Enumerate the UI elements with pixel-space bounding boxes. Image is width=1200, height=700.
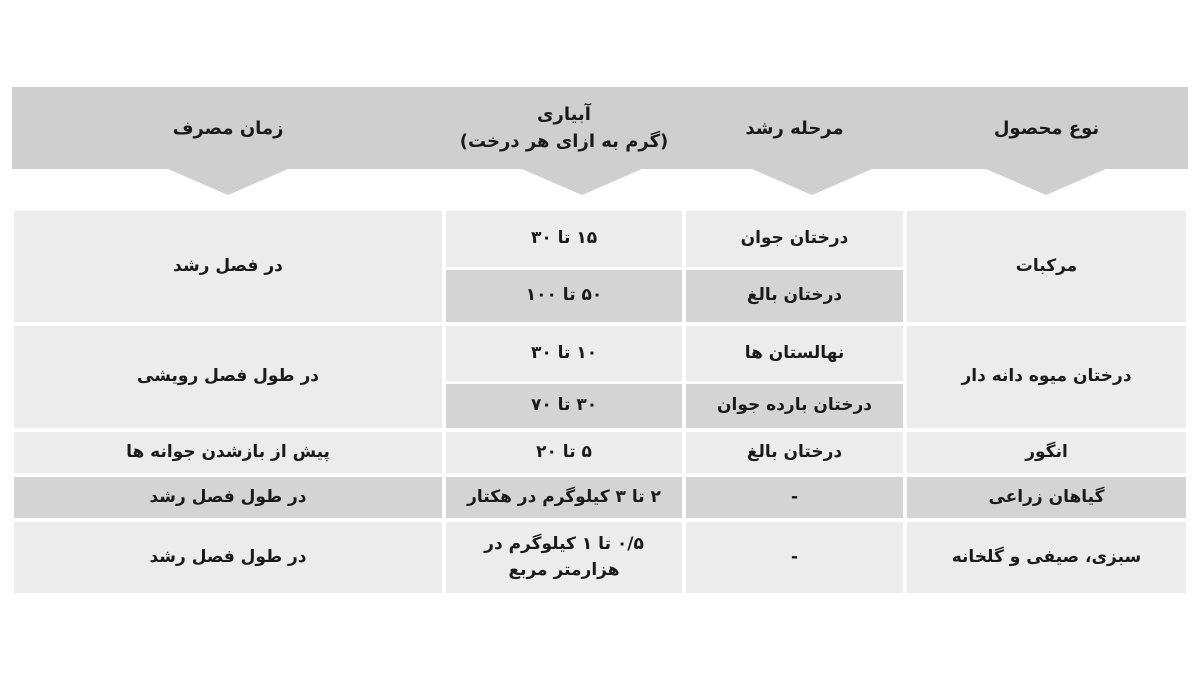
irrigation-grape: ۵ تا ۲۰ [446, 432, 682, 473]
stage-grape: درختان بالغ [686, 432, 903, 473]
irrigation-veg: ۰/۵ تا ۱ کیلوگرم در هزارمتر مربع [446, 522, 682, 593]
stage-fruit-nursery: نهالستان ها [686, 326, 903, 381]
crop-field: گیاهان زراعی [907, 477, 1186, 518]
header-arrow-crop [986, 169, 1106, 195]
crop-veg: سبزی، صیفی و گلخانه [907, 522, 1186, 593]
time-veg: در طول فصل رشد [14, 522, 442, 593]
time-fruit: در طول فصل رویشی [14, 326, 442, 428]
header-stage: مرحله رشد [684, 87, 905, 169]
header-crop: نوع محصول [905, 87, 1188, 169]
irrigation-citrus-young: ۱۵ تا ۳۰ [446, 211, 682, 267]
stage-veg: - [686, 522, 903, 593]
time-citrus: در فصل رشد [14, 211, 442, 322]
irrigation-citrus-mature: ۵۰ تا ۱۰۰ [446, 270, 682, 322]
header-arrow-stage [752, 169, 872, 195]
crop-citrus: مرکبات [907, 211, 1186, 322]
crop-fruit: درختان میوه دانه دار [907, 326, 1186, 428]
stage-field: - [686, 477, 903, 518]
irrigation-fruit-young-bearing: ۳۰ تا ۷۰ [446, 384, 682, 428]
header-arrow-time [168, 169, 288, 195]
time-field: در طول فصل رشد [14, 477, 442, 518]
header-irrigation: آبیاری (گرم به ازای هر درخت) [444, 87, 684, 169]
header-time: زمان مصرف [12, 87, 444, 169]
stage-citrus-young: درختان جوان [686, 211, 903, 267]
stage-fruit-young-bearing: درختان بارده جوان [686, 384, 903, 428]
stage-citrus-mature: درختان بالغ [686, 270, 903, 322]
time-grape: پیش از بازشدن جوانه ها [14, 432, 442, 473]
irrigation-field: ۲ تا ۳ کیلوگرم در هکتار [446, 477, 682, 518]
irrigation-fruit-nursery: ۱۰ تا ۳۰ [446, 326, 682, 381]
crop-grape: انگور [907, 432, 1186, 473]
header-arrow-irrigation [522, 169, 642, 195]
